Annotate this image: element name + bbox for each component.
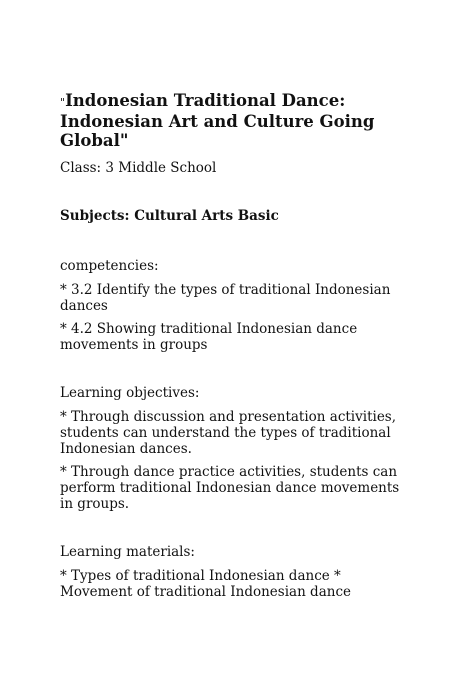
document-title [60,91,400,150]
competency-item: * 4.2 Showing traditional Indonesian dance movements in groups [60,321,358,353]
objectives-label: Learning objectives: [60,385,200,401]
title-open-quote: " [60,96,66,109]
materials-label: Learning materials: [60,544,195,560]
class-line: Class: 3 Middle School [60,160,217,176]
competencies-label: competencies: [60,258,159,274]
competency-item: * 3.2 Identify the types of traditional Indonesian dances [60,282,391,314]
objective-item: * Through dance practice activities, students can perform traditional Indonesian dance movements in groups. [60,464,400,512]
objective-item: * Through discussion and presentation activities, students can understand the types of traditional Indonesian dances. [60,409,397,457]
material-item: * Types of traditional Indonesian dance * Movement of traditional Indonesian dance [60,568,351,600]
title-text: Indonesian Traditional Dance: Indonesian Art and Culture Going Global" [60,91,375,150]
subjects-line: Subjects: Cultural Arts Basic [60,208,279,224]
